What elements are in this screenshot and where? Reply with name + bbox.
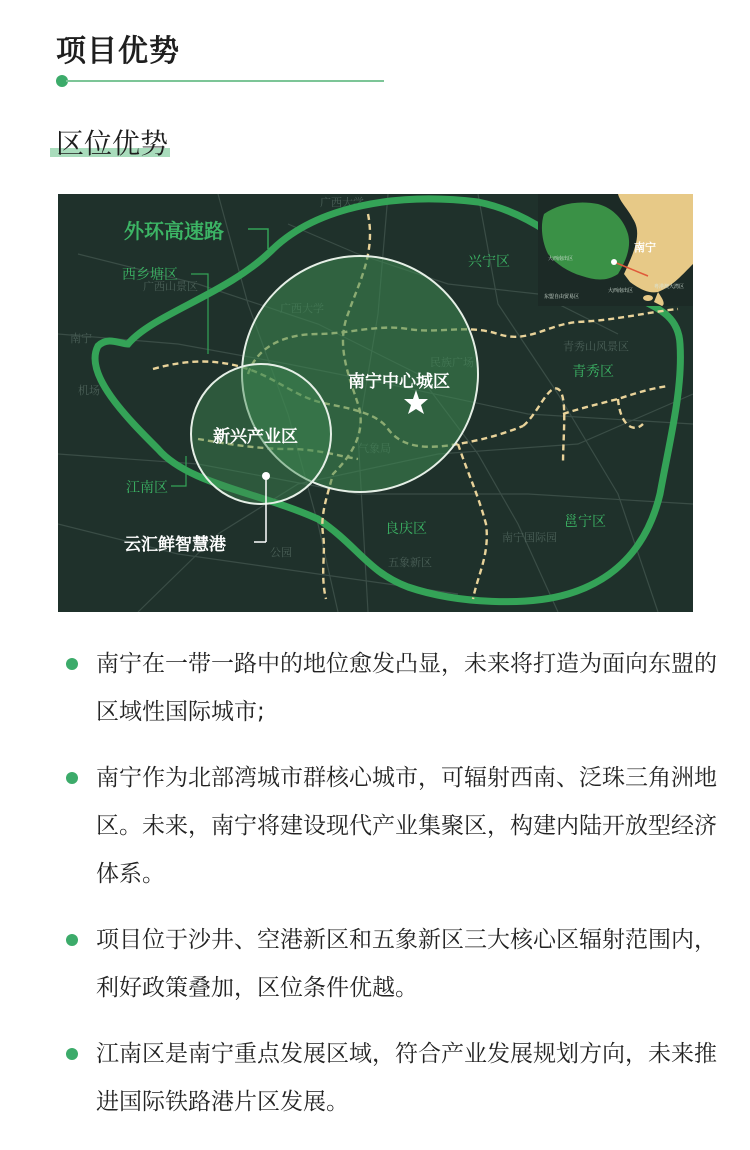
faint-label-airport: 机场 <box>78 384 100 397</box>
inset-label-2: 大西南出区 <box>608 288 634 294</box>
advantage-list <box>62 640 722 1144</box>
section-title: 区位优势 <box>56 127 169 160</box>
title-divider <box>56 74 386 88</box>
district-label-liangqing: 良庆区 <box>385 521 427 537</box>
faint-label-mall: 南宁 <box>70 332 92 345</box>
list-item <box>62 640 722 736</box>
inset-city-label: 南宁 <box>634 241 656 254</box>
list-item <box>62 1030 722 1126</box>
faint-label-scenic: 青秀山风景区 <box>563 340 629 353</box>
district-label-jiangnan: 江南区 <box>126 480 168 496</box>
page-title: 项目优势 <box>56 34 180 69</box>
district-label-xingning: 兴宁区 <box>468 254 510 270</box>
list-item <box>62 916 722 1012</box>
project-location-dot <box>262 472 270 480</box>
project-label: 云汇鲜智慧港 <box>124 535 226 555</box>
inset-label-1: 大西南出区 <box>548 256 574 262</box>
inset-label-3: 东盟自由贸易区 <box>544 294 580 300</box>
industry-zone-label: 新兴产业区 <box>213 427 298 447</box>
list-item-text: 江南区是南宁重点发展区域，符合产业发展规划方向，未来推进国际铁路港片区发展。 <box>96 1041 717 1115</box>
list-item-text: 南宁作为北部湾城市群核心城市，可辐射西南、泛珠三角洲地区。未来，南宁将建设现代产业集聚区，构建内陆开放型经济体系。 <box>96 765 717 887</box>
bullet-dot <box>66 772 78 784</box>
bullet-dot <box>66 934 78 946</box>
bullet-dot <box>66 1048 78 1060</box>
faint-label-foothill: 广西山景区 <box>143 280 198 293</box>
faint-label-nanning-south: 南宁国际园 <box>502 531 557 544</box>
bullet-dot <box>66 658 78 670</box>
faint-label-guangxi-univ: 广西大学 <box>320 196 364 209</box>
faint-label-wuxiang: 五象新区 <box>388 556 432 569</box>
divider-line <box>66 80 384 82</box>
district-label-xixiangtang: 西乡塘区 <box>122 267 178 283</box>
inset-label-4: 粤港澳大湾区 <box>654 284 685 290</box>
center-city-label: 南宁中心城区 <box>348 372 450 392</box>
location-map <box>58 194 693 612</box>
inset-map <box>538 194 693 306</box>
map-graphic <box>58 194 693 612</box>
list-item-text: 项目位于沙井、空港新区和五象新区三大核心区辐射范围内，利好政策叠加，区位条件优越。 <box>96 927 717 1001</box>
ring-road-label: 外环高速路 <box>124 219 224 243</box>
ring-label-leader <box>248 229 268 249</box>
district-label-qingxiu: 青秀区 <box>572 364 614 380</box>
faint-label-park: 公园 <box>270 546 292 559</box>
list-item <box>62 754 722 898</box>
list-item-text: 南宁在一带一路中的地位愈发凸显，未来将打造为面向东盟的区域性国际城市; <box>96 651 717 725</box>
district-label-yongning: 邕宁区 <box>564 514 606 530</box>
